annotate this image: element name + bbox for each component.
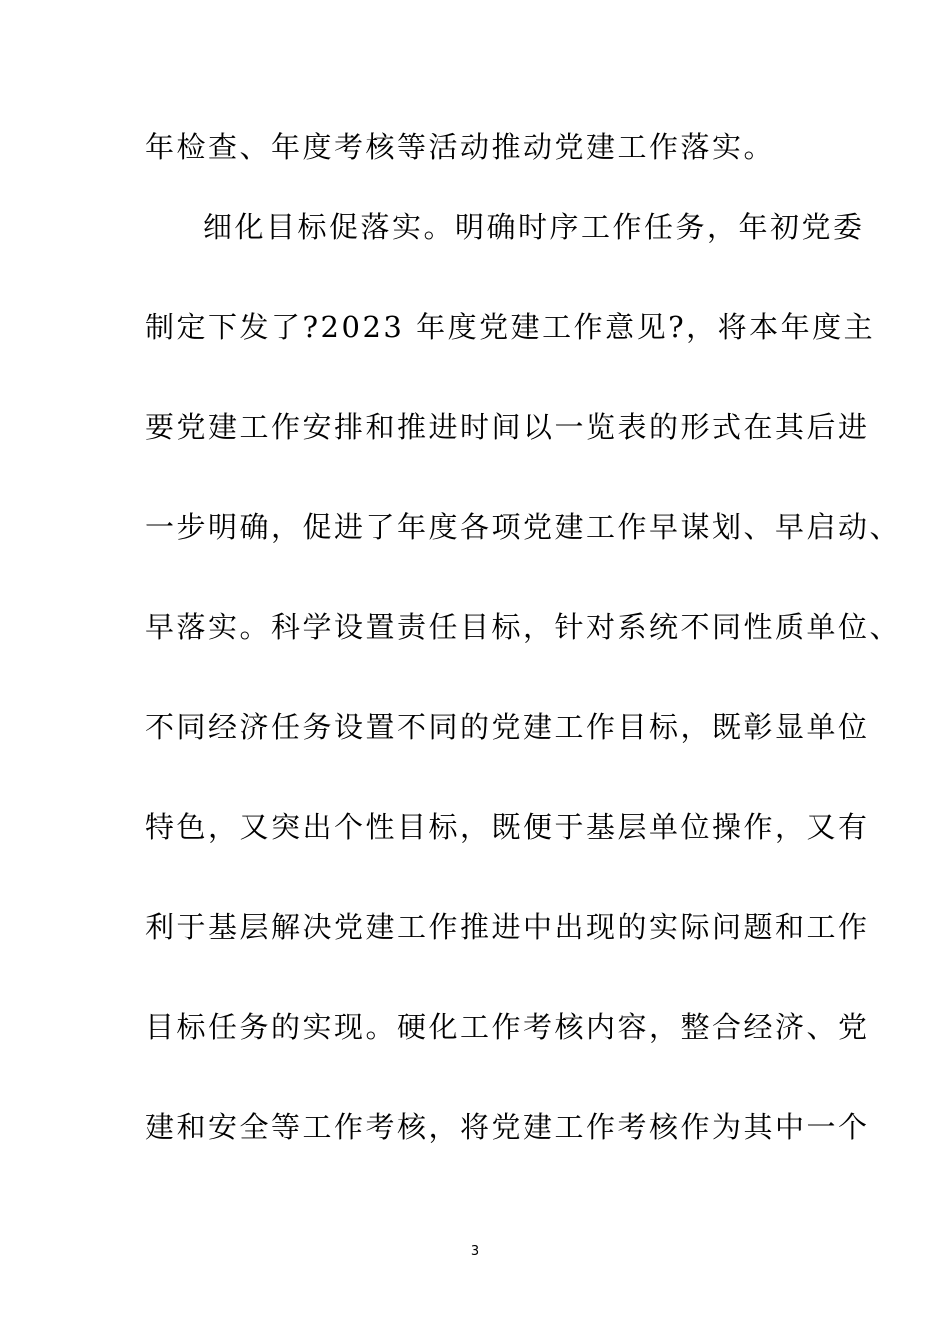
paragraph-line: 细化目标促落实。明确时序工作任务，年初党委 — [203, 210, 865, 244]
paragraph-line: 建和安全等工作考核，将党建工作考核作为其中一个 — [145, 1110, 870, 1144]
paragraph-line: 年检查、年度考核等活动推动党建工作落实。 — [145, 130, 776, 164]
paragraph-line: 不同经济任务设置不同的党建工作目标，既彰显单位 — [145, 710, 870, 744]
paragraph-line: 特色，又突出个性目标，既便于基层单位操作，又有 — [145, 810, 870, 844]
paragraph-line: 利于基层解决党建工作推进中出现的实际问题和工作 — [145, 910, 870, 944]
paragraph-line: 要党建工作安排和推进时间以一览表的形式在其后进 — [145, 410, 870, 444]
paragraph-line: 目标任务的实现。硬化工作考核内容，整合经济、党 — [145, 1010, 870, 1044]
page-number: 3 — [470, 1244, 480, 1259]
paragraph-line: 早落实。科学设置责任目标，针对系统不同性质单位、 — [145, 610, 902, 644]
paragraph-line: 一步明确，促进了年度各项党建工作早谋划、早启动、 — [145, 510, 902, 544]
paragraph-line: 制定下发了?2023 年度党建工作意见?，将本年度主 — [145, 310, 876, 344]
